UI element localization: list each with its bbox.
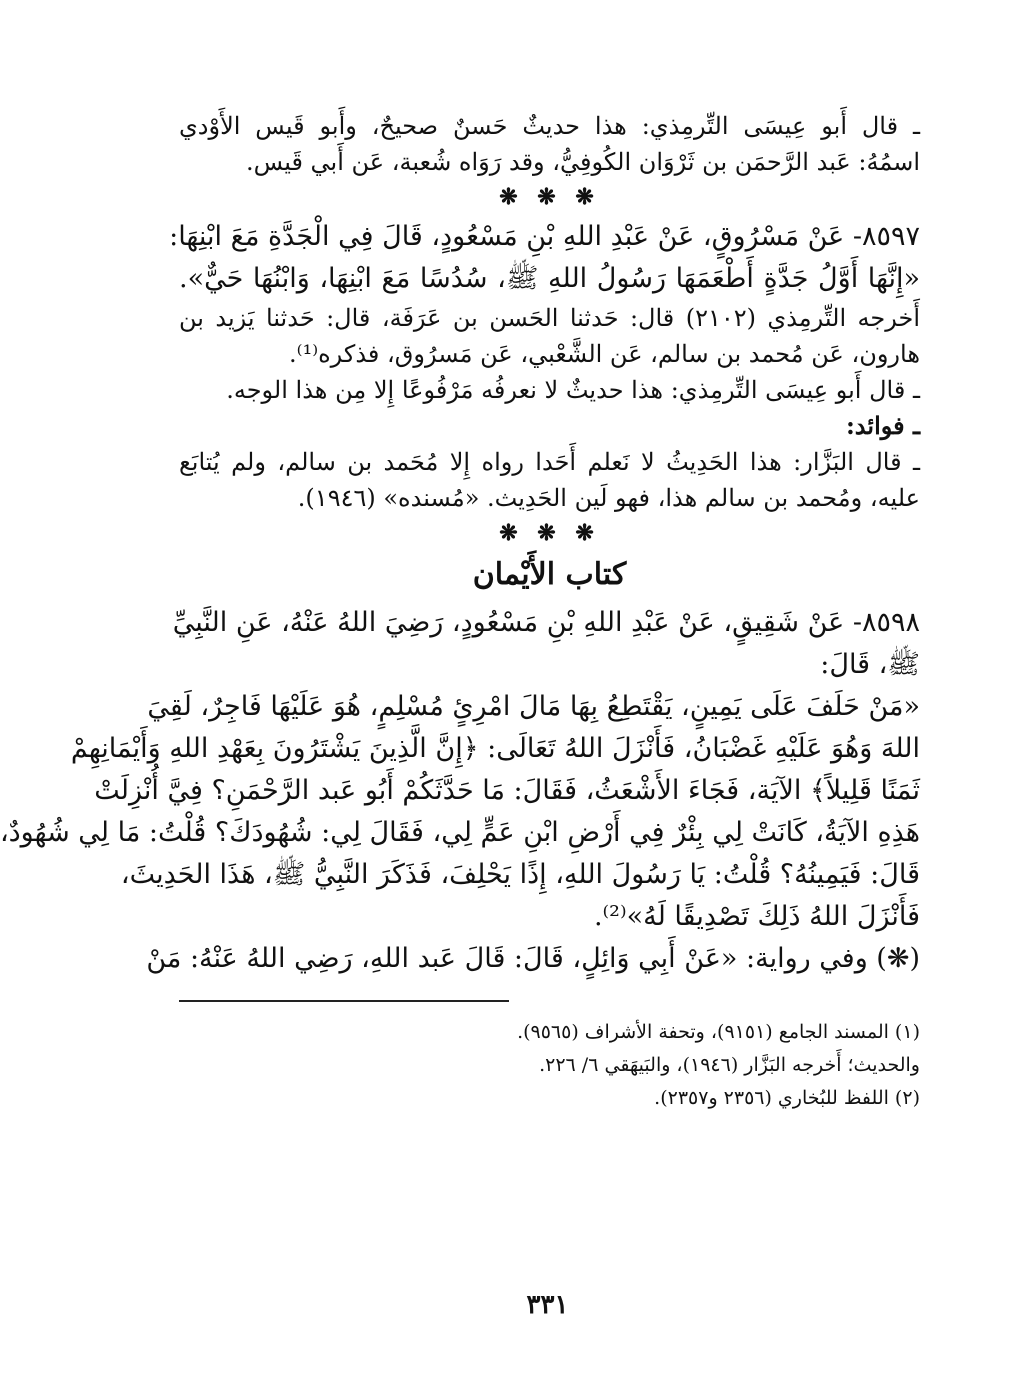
hadith-line: ٨٥٩٧- عَنْ مَسْرُوقٍ، عَنْ عَبْدِ اللهِ بْنِ مَسْعُودٍ، قَالَ فِي الْجَدَّةِ مَعَ ابْنِهَا: — [169, 221, 920, 252]
footnotes — [179, 1016, 920, 1115]
hadith-line: ٨٥٩٨- عَنْ شَقِيقٍ، عَنْ عَبْدِ اللهِ بْنِ مَسْعُودٍ، رَضِيَ اللهُ عَنْهُ، عَنِ النَّبِيِّ — [172, 607, 920, 638]
text-line: أَخرجه التِّرمِذي (٢١٠٢) قال: حَدثنا الحَسن بن عَرَفَة، قال: حَدثنا يَزيد بن — [179, 304, 920, 332]
separator-stars: ❋ ❋ ❋ — [499, 520, 600, 546]
footnote-line: والحديث؛ أَخرجه البَزَّار (١٩٤٦)، والبَيهَقي ٦/ ٢٢٦. — [539, 1054, 920, 1076]
riwaya-line: (❋) وفي رواية: «عَنْ أَبِي وَائِلٍ، قَالَ: قَالَ عَبد اللهِ، رَضِي اللهُ عَنْهُ: مَنْ — [146, 943, 920, 974]
text-line: هارون، عَن مُحمد بن سالم، عَن الشَّعْبي، عَن مَسرُوق، فذكره⁽¹⁾. — [289, 340, 920, 368]
hadith-8598-intro — [172, 602, 920, 686]
text-line: عليه، ومُحمد بن سالم هذا، فهو لَين الحَدِيث. «مُسنده» (١٩٤٦). — [297, 484, 920, 512]
tirmidhi-comment: ـ قال أَبو عِيسَى التِّرمِذي: هذا حديثٌ لا نعرفُه مَرْفُوعًا إِلا مِن هذا الوجه. — [226, 376, 920, 404]
footnote-line: (٢) اللفظ للبُخاري (٢٣٥٦ و٢٣٥٧). — [654, 1087, 920, 1109]
bazzar-comment — [179, 444, 920, 516]
takhrij-8597 — [179, 300, 920, 372]
hadith-line: هَذِهِ الآيَةُ، كَانَتْ لِي بِئْرٌ فِي أَرْضِ ابْنِ عَمٍّ لِي، فَقَالَ لِي: شُهُودَكَ؟ قُلْتُ: مَا لِي شُهُودٌ، — [0, 817, 920, 848]
footnote-divider — [179, 1000, 509, 1002]
hadith-line: اللهَ وَهُوَ عَلَيْهِ غَضْبَانُ، فَأَنْزَلَ اللهُ تَعَالَى: ﴿إِنَّ الَّذِينَ يَشْتَرُونَ بِعَهْدِ اللهِ وَأَيْمَانِهِمْ — [70, 733, 920, 764]
page-number: ٣٣١ — [526, 1290, 569, 1320]
text-line: اسمُهُ: عَبد الرَّحمَن بن ثَرْوَان الكُوفِيُّ، وقد رَوَاه شُعبة، عَن أَبي قَيس. — [245, 148, 920, 176]
section-title: كتاب الأَيْمان — [472, 557, 627, 592]
hadith-line: «مَنْ حَلَفَ عَلَى يَمِينٍ، يَقْتَطِعُ بِهَا مَالَ امْرِئٍ مُسْلِمٍ، هُوَ عَلَيْهَا فَاجِرٌ، لَقِيَ — [147, 691, 920, 722]
fawaid-heading: ـ فوائد: — [845, 411, 920, 440]
text-line: ـ قال البَزَّار: هذا الحَدِيثُ لا نَعلم أَحَدا رواه إِلا مُحَمد بن سالم، ولم يُتابَع — [179, 448, 920, 476]
hadith-line: ثَمَنًا قَلِيلاً﴾ الآيَة، فَجَاءَ الأَشْعَثُ، فَقَالَ: مَا حَدَّثَكُمْ أَبُو عَبد الرَّحْمَنِ؟ فِيَّ أُنْزِلَتْ — [94, 775, 920, 806]
hadith-line: ﷺ، قَالَ: — [820, 649, 920, 680]
hadith-line: فَأَنْزَلَ اللهُ ذَلِكَ تَصْدِيقًا لَهُ»⁽²⁾. — [593, 901, 920, 932]
page-body — [0, 108, 920, 1385]
hadith-8598-text — [0, 686, 920, 938]
text-line: ـ قال أَبو عِيسَى التِّرمِذي: هذا حديثٌ حَسنٌ صحيحٌ، وأَبو قَيس الأَوْدي — [179, 112, 920, 140]
hadith-8597 — [169, 216, 920, 300]
footnote-line: (١) المسند الجامع (٩١٥١)، وتحفة الأشراف (٩٥٦٥). — [517, 1021, 920, 1043]
hadith-line: «إِنَّهَا أَوَّلُ جَدَّةٍ أَطْعَمَهَا رَسُولُ اللهِ ﷺ، سُدُسًا مَعَ ابْنِهَا، وَابْنُهَا حَيٌّ». — [179, 263, 920, 294]
separator-stars: ❋ ❋ ❋ — [499, 184, 600, 210]
intro-paragraph — [179, 108, 920, 180]
hadith-line: قَالَ: فَيَمِينُهُ؟ قُلْتُ: يَا رَسُولَ اللهِ، إِذًا يَحْلِفَ، فَذَكَرَ النَّبِيُّ ﷺ، هَذَا الحَدِيثَ، — [120, 859, 920, 890]
